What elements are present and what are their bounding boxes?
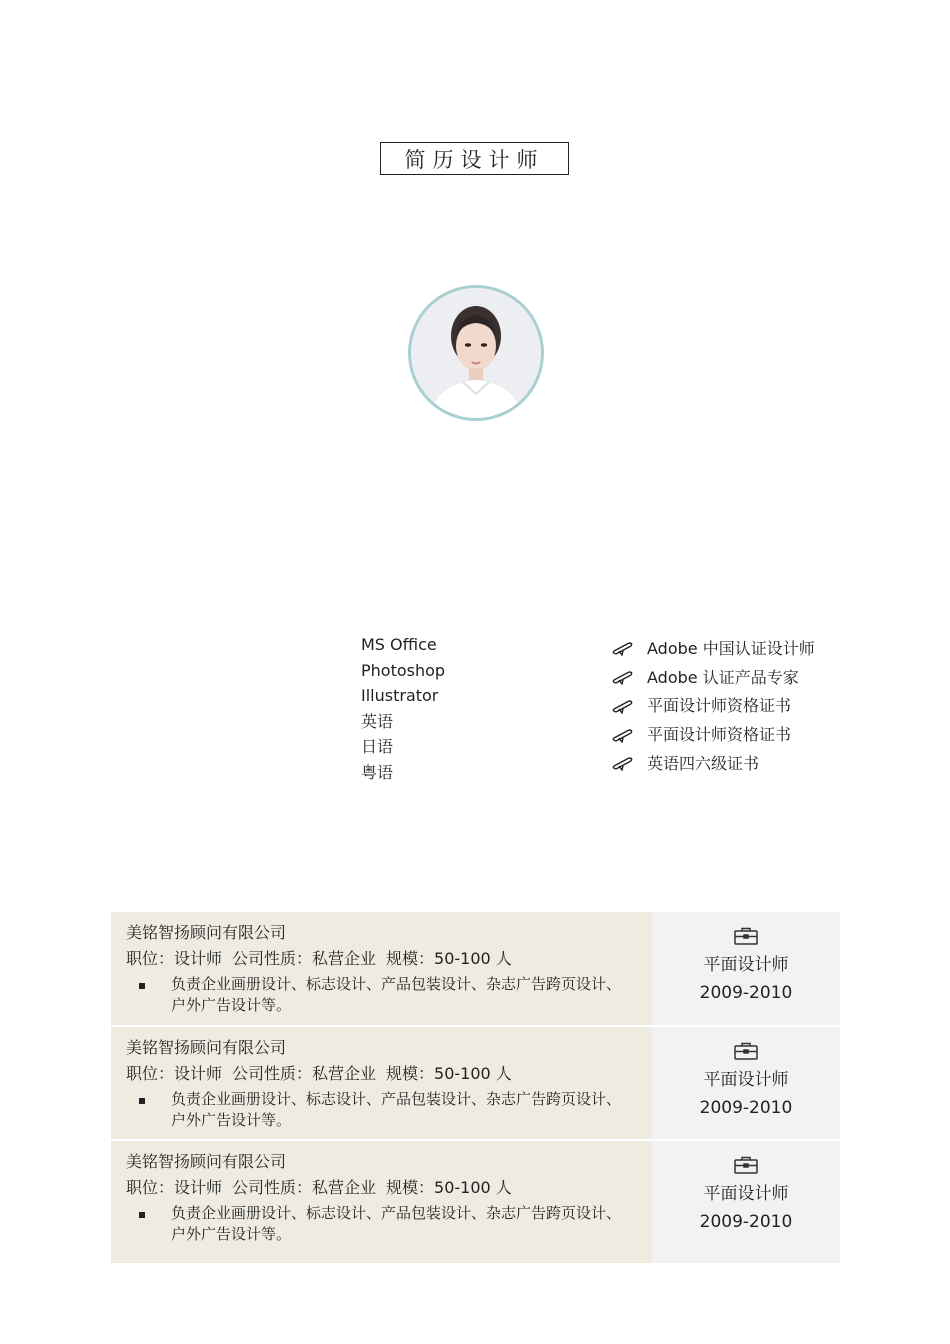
skill-item: 日语 bbox=[361, 737, 394, 757]
job-meta bbox=[126, 948, 638, 970]
certificate-item bbox=[611, 719, 815, 748]
company-scale: 规模：50-100 人 bbox=[386, 949, 512, 968]
job-position: 职位：设计师 bbox=[126, 1064, 223, 1083]
certificate-item bbox=[611, 662, 815, 691]
job-position: 职位：设计师 bbox=[126, 1178, 223, 1197]
certificate-item bbox=[611, 633, 815, 662]
job-years: 2009-2010 bbox=[699, 1212, 793, 1232]
work-experience bbox=[111, 912, 840, 1263]
experience-details bbox=[111, 1025, 652, 1139]
experience-details bbox=[111, 1139, 652, 1263]
certificate-item bbox=[611, 691, 815, 720]
job-years: 2009-2010 bbox=[699, 1098, 793, 1118]
job-duty bbox=[126, 1203, 638, 1245]
certificate-label: 平面设计师资格证书 bbox=[647, 725, 792, 745]
company-scale: 规模：50-100 人 bbox=[386, 1178, 512, 1197]
company-nature: 公司性质：私营企业 bbox=[232, 1064, 377, 1083]
certificate-scroll-icon bbox=[611, 696, 635, 714]
job-role: 平面设计师 bbox=[703, 1184, 789, 1204]
certificate-label: 平面设计师资格证书 bbox=[647, 696, 792, 716]
job-duty-text: 负责企业画册设计、标志设计、产品包装设计、杂志广告跨页设计、户外广告设计等。 bbox=[171, 975, 622, 1014]
job-duty-text: 负责企业画册设计、标志设计、产品包装设计、杂志广告跨页设计、户外广告设计等。 bbox=[171, 1204, 622, 1243]
certificate-scroll-icon bbox=[611, 638, 635, 656]
company-scale: 规模：50-100 人 bbox=[386, 1064, 512, 1083]
bullet-icon bbox=[139, 983, 145, 989]
briefcase-icon bbox=[733, 926, 759, 946]
bullet-icon bbox=[139, 1098, 145, 1104]
job-duty-text: 负责企业画册设计、标志设计、产品包装设计、杂志广告跨页设计、户外广告设计等。 bbox=[171, 1090, 622, 1129]
job-role: 平面设计师 bbox=[703, 955, 789, 975]
certificates-list bbox=[611, 633, 815, 777]
certificate-label: Adobe 中国认证设计师 bbox=[647, 638, 815, 658]
experience-summary bbox=[652, 1025, 840, 1139]
briefcase-icon bbox=[733, 1155, 759, 1175]
company-name: 美铭智扬顾问有限公司 bbox=[126, 923, 287, 942]
resume-title: 简历设计师 bbox=[380, 142, 569, 175]
experience-entry bbox=[111, 912, 840, 1025]
company-nature: 公司性质：私营企业 bbox=[232, 1178, 377, 1197]
experience-summary bbox=[652, 912, 840, 1025]
company-name: 美铭智扬顾问有限公司 bbox=[126, 1038, 287, 1057]
job-meta bbox=[126, 1063, 638, 1085]
avatar bbox=[408, 285, 544, 421]
experience-entry bbox=[111, 1139, 840, 1263]
skills-list bbox=[361, 632, 445, 786]
job-meta bbox=[126, 1177, 638, 1199]
experience-entry bbox=[111, 1025, 840, 1139]
company-name: 美铭智扬顾问有限公司 bbox=[126, 1152, 287, 1171]
job-duty bbox=[126, 1089, 638, 1131]
certificate-scroll-icon bbox=[611, 753, 635, 771]
skill-item: 英语 bbox=[361, 711, 394, 731]
portrait-photo bbox=[411, 288, 541, 418]
skill-item: 粤语 bbox=[361, 762, 394, 782]
briefcase-icon bbox=[733, 1041, 759, 1061]
job-position: 职位：设计师 bbox=[126, 949, 223, 968]
job-duty bbox=[126, 974, 638, 1016]
certificate-label: 英语四六级证书 bbox=[647, 753, 760, 773]
certificate-label: Adobe 认证产品专家 bbox=[647, 667, 799, 687]
certificate-scroll-icon bbox=[611, 667, 635, 685]
certificate-item bbox=[611, 748, 815, 777]
company-nature: 公司性质：私营企业 bbox=[232, 949, 377, 968]
skill-item: Illustrator bbox=[361, 686, 439, 706]
job-years: 2009-2010 bbox=[699, 983, 793, 1003]
certificate-scroll-icon bbox=[611, 725, 635, 743]
bullet-icon bbox=[139, 1212, 145, 1218]
experience-summary bbox=[652, 1139, 840, 1263]
skill-item: MS Office bbox=[361, 635, 437, 654]
job-role: 平面设计师 bbox=[703, 1070, 789, 1090]
experience-details bbox=[111, 912, 652, 1025]
skill-item: Photoshop bbox=[361, 660, 446, 680]
